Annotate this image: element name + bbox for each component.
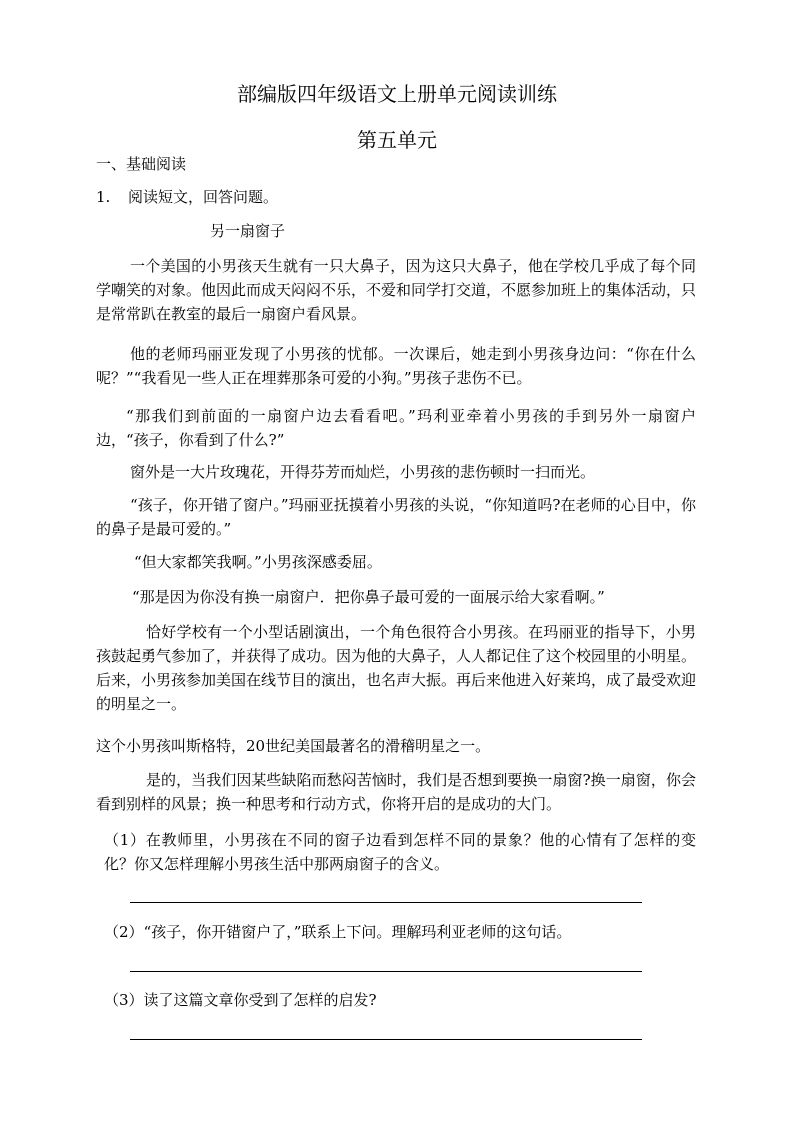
passage-paragraph-2: 他的老师玛丽亚发现了小男孩的忧郁。一次课后，她走到小男孩身边问：“你在什么呢？”“我看见一些人正在埋葬那条可爱的小狗。”男孩子悲伤不已。 bbox=[96, 345, 696, 387]
unit-title: 第五单元 bbox=[357, 128, 437, 152]
sub-question-2: （2）“孩子，你开错窗户了，”联系上下问。理解玛利亚老师的这句话。 bbox=[104, 923, 572, 941]
page-title: 部编版四年级语文上册单元阅读训练 bbox=[237, 82, 557, 106]
question-instruction: 阅读短文，回答问题。 bbox=[128, 188, 279, 206]
passage-title: 另一扇窗子 bbox=[210, 222, 286, 240]
answer-line-1[interactable] bbox=[130, 902, 642, 903]
passage-paragraph-7: “那是因为你没有换一扇窗户．把你鼻子最可爱的一面展示给大家看啊。” bbox=[132, 588, 605, 606]
passage-paragraph-9: 这个小男孩叫斯格特，20世纪美国最著名的滑稽明星之一。 bbox=[96, 737, 491, 755]
passage-paragraph-8: 恰好学校有一个小型话剧演出，一个角色很符合小男孩。在玛丽亚的指导下，小男孩鼓起勇气参加了，并获得了成功。因为他的大鼻子，人人都记住了这个校园里的小明星。后来，小男孩参加美国在线节目的演出，也名声大振。再后来他进入好莱坞，成了最受欢迎的明星之一。 bbox=[96, 623, 697, 713]
question-number: 1. bbox=[96, 188, 111, 206]
passage-paragraph-10: 是的，当我们因某些缺陷而愁闷苦恼时，我们是否想到要换一扇窗?换一扇窗，你会看到别样的风景；换一种思考和行动方式，你将开启的是成功的大门。 bbox=[96, 771, 696, 813]
answer-line-2[interactable] bbox=[130, 971, 642, 972]
answer-line-3[interactable] bbox=[130, 1039, 642, 1040]
passage-paragraph-4: 窗外是一大片玫瑰花，开得芬芳而灿烂，小男孩的悲伤顿时一扫而光。 bbox=[130, 463, 596, 481]
passage-paragraph-3: “那我们到前面的一扇窗户边去看看吧。”玛利亚牵着小男孩的手到另外一扇窗户边，“孩子，你看到了什么?” bbox=[96, 407, 696, 449]
sub-question-3: （3）读了这篇文章你受到了怎样的启发? bbox=[104, 991, 377, 1009]
section-heading: 一、基础阅读 bbox=[96, 155, 187, 173]
passage-paragraph-1: 一个美国的小男孩天生就有一只大鼻子，因为这只大鼻子，他在学校几乎成了每个同学嘲笑的对象。他因此而成天闷闷不乐，不爱和同学打交道，不愿参加班上的集体活动，只是常常趴在教室的最后一扇窗户看风景。 bbox=[96, 257, 697, 323]
sub-question-1: （1）在教师里，小男孩在不同的窗子边看到怎样不同的景象？他的心情有了怎样的变化？你又怎样理解小男孩生活中那两扇窗子的含义。 bbox=[104, 831, 696, 873]
passage-paragraph-5: “孩子，你开错了窗户。”玛丽亚抚摸着小男孩的头说，“你知道吗?在老师的心目中，你的鼻子是最可爱的。” bbox=[96, 496, 696, 538]
passage-paragraph-6: “但大家都笑我啊。”小男孩深感委屈。 bbox=[134, 553, 382, 571]
